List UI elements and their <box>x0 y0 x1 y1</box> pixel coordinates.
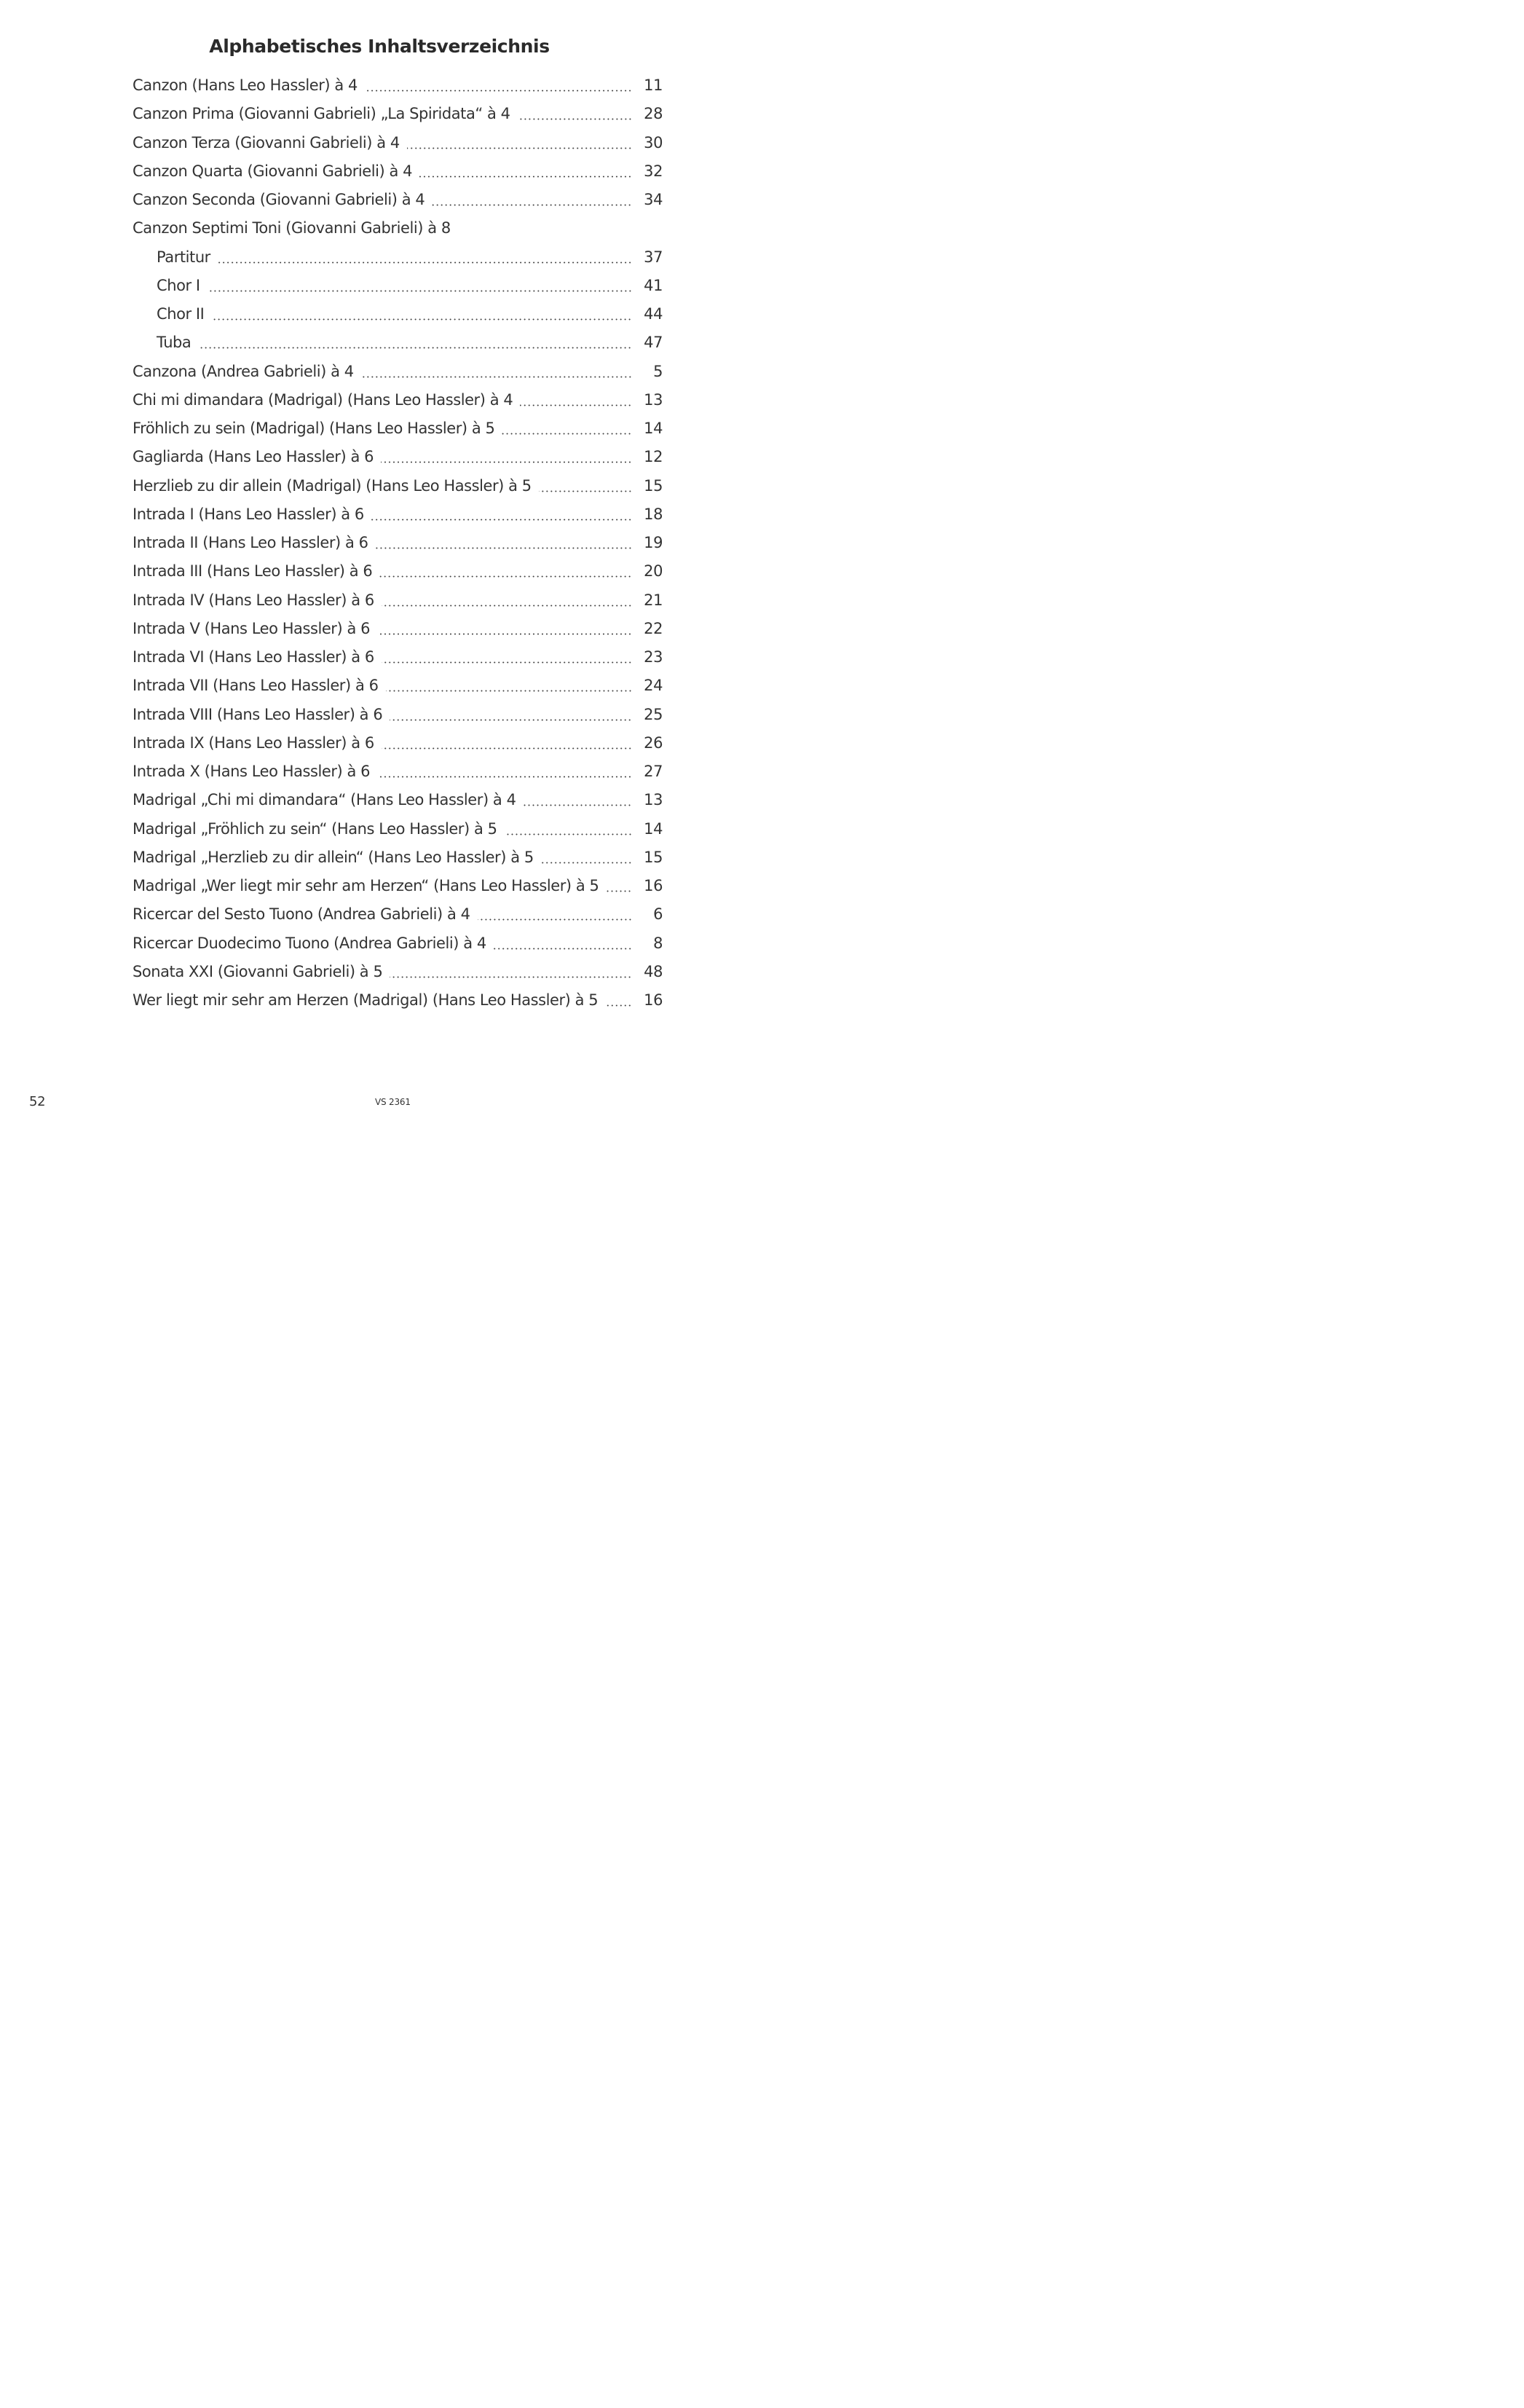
toc-entry-title: Ricercar Duodecimo Tuono (Andrea Gabrieli) à 4 <box>133 934 486 952</box>
dot-leader <box>407 147 632 149</box>
toc-entry-page: 26 <box>644 733 663 752</box>
toc-entry-title: Canzon Quarta (Giovanni Gabrieli) à 4 <box>133 162 413 180</box>
toc-entry <box>133 557 663 586</box>
dot-leader <box>478 918 632 921</box>
toc-entry-page: 34 <box>644 191 663 208</box>
toc-entry-page: 11 <box>644 76 663 94</box>
toc-entry-page: 37 <box>644 248 663 266</box>
toc-entry-title: Canzon Terza (Giovanni Gabrieli) à 4 <box>133 133 400 152</box>
toc-entry-title: Canzon Septimi Toni (Giovanni Gabrieli) à 8 <box>133 219 451 237</box>
dot-leader <box>361 376 632 378</box>
toc-entry <box>133 443 663 471</box>
toc-entry-page: 19 <box>644 534 663 551</box>
toc-entry-page: 27 <box>644 763 663 780</box>
toc-entry-title: Intrada X (Hans Leo Hassler) à 6 <box>133 763 371 780</box>
toc-entry-title: Madrigal „Chi mi dimandara“ (Hans Leo Hassler) à 4 <box>133 791 516 809</box>
toc-entry-title: Madrigal „Wer liegt mir sehr am Herzen“ (Hans Leo Hassler) à 5 <box>133 877 599 894</box>
toc-entry <box>133 815 663 843</box>
dot-leader <box>211 318 632 320</box>
dot-leader <box>376 547 632 549</box>
toc-entry-page: 22 <box>644 619 663 637</box>
toc-entry-page: 16 <box>644 877 663 894</box>
dot-leader <box>382 747 632 749</box>
footer-catalog-code: VS 2361 <box>375 1097 411 1107</box>
toc-entry-page: 5 <box>653 362 663 380</box>
dot-leader <box>377 776 632 778</box>
dot-leader <box>518 118 632 120</box>
footer-page-number: 52 <box>29 1094 46 1109</box>
toc-entry <box>133 758 663 786</box>
toc-entry-title: Intrada IV (Hans Leo Hassler) à 6 <box>133 591 374 609</box>
toc-entry-title: Tuba <box>157 334 192 352</box>
toc-entry-page: 8 <box>653 934 663 952</box>
toc-entry <box>133 500 663 529</box>
toc-entry-page: 21 <box>644 591 663 609</box>
toc-entry-title: Wer liegt mir sehr am Herzen (Madrigal) (Hans Leo Hassler) à 5 <box>133 991 599 1009</box>
toc-entry-page: 13 <box>644 791 663 809</box>
dot-leader <box>502 433 632 435</box>
toc-entry-page: 30 <box>644 133 663 152</box>
dot-leader <box>541 862 632 864</box>
dot-leader <box>379 575 632 578</box>
dot-leader <box>432 204 632 206</box>
toc-entry <box>133 643 663 672</box>
toc-entry-title: Intrada VIII (Hans Leo Hassler) à 6 <box>133 705 383 723</box>
toc-entry <box>133 729 663 758</box>
dot-leader <box>419 176 632 178</box>
dot-leader <box>494 948 632 950</box>
toc-entry-title: Partitur <box>157 248 210 266</box>
dot-leader <box>208 290 632 292</box>
toc-entry-title: Intrada I (Hans Leo Hassler) à 6 <box>133 505 364 523</box>
toc-entry-page: 18 <box>644 505 663 523</box>
toc-entry-title: Sonata XXI (Giovanni Gabrieli) à 5 <box>133 962 383 980</box>
dot-leader <box>371 519 632 521</box>
toc-entry-title: Madrigal „Fröhlich zu sein“ (Hans Leo Hassler) à 5 <box>133 819 497 838</box>
toc-entry-page: 41 <box>644 276 663 294</box>
toc-entry <box>133 672 663 700</box>
toc-entry-title: Intrada VII (Hans Leo Hassler) à 6 <box>133 677 379 695</box>
toc-entry-title: Canzon Prima (Giovanni Gabrieli) „La Spiridata“ à 4 <box>133 105 510 123</box>
toc-entry <box>133 71 663 100</box>
toc-entry-page: 20 <box>644 562 663 581</box>
toc-entry <box>133 300 663 328</box>
dot-leader <box>390 976 632 978</box>
dot-leader <box>386 690 633 692</box>
toc-entry-page: 6 <box>653 905 663 924</box>
toc-entry <box>133 986 663 1015</box>
toc-entry <box>133 214 663 243</box>
toc-entry-title: Chor I <box>157 276 200 294</box>
dot-leader <box>365 90 632 92</box>
toc-entry <box>133 900 663 929</box>
toc-entry-title: Intrada IX (Hans Leo Hassler) à 6 <box>133 733 374 752</box>
dot-leader <box>605 1004 632 1007</box>
dot-leader <box>505 833 632 835</box>
toc-entry-page: 32 <box>644 162 663 180</box>
dot-leader <box>377 633 632 635</box>
toc-entry <box>133 243 663 272</box>
toc-entry <box>133 414 663 443</box>
dot-leader <box>523 804 632 806</box>
toc-entry-title: Intrada III (Hans Leo Hassler) à 6 <box>133 562 373 581</box>
toc-entry-page: 14 <box>644 819 663 838</box>
toc-entry-title: Canzona (Andrea Gabrieli) à 4 <box>133 362 354 380</box>
dot-leader <box>382 605 632 607</box>
toc-entry <box>133 529 663 557</box>
toc-entry-title: Intrada VI (Hans Leo Hassler) à 6 <box>133 648 374 666</box>
toc-entry <box>133 843 663 872</box>
toc-entry-page: 16 <box>644 991 663 1009</box>
toc-entry <box>133 872 663 900</box>
toc-entry-page: 14 <box>644 420 663 437</box>
dot-leader <box>539 490 632 492</box>
toc-entry-page: 47 <box>644 334 663 352</box>
toc-entry <box>133 272 663 300</box>
toc-entry-title: Chor II <box>157 305 205 323</box>
toc-entry <box>133 129 663 157</box>
toc-entry <box>133 186 663 214</box>
toc-entry <box>133 386 663 414</box>
toc-entry-page: 24 <box>644 677 663 695</box>
page-title: Alphabetisches Inhaltsverzeichnis <box>209 35 550 57</box>
toc-entry-page: 15 <box>644 848 663 866</box>
dot-leader <box>390 719 632 721</box>
toc-entry <box>133 472 663 500</box>
toc-entry-title: Canzon (Hans Leo Hassler) à 4 <box>133 76 358 94</box>
toc-entry <box>133 929 663 958</box>
toc-entry-title: Gagliarda (Hans Leo Hassler) à 6 <box>133 448 374 466</box>
toc-entry-title: Intrada II (Hans Leo Hassler) à 6 <box>133 534 368 551</box>
toc-entry <box>133 958 663 986</box>
toc-entry <box>133 358 663 386</box>
toc-entry-page: 28 <box>644 105 663 123</box>
toc-entry-title: Intrada V (Hans Leo Hassler) à 6 <box>133 619 371 637</box>
toc-entry-title: Madrigal „Herzlieb zu dir allein“ (Hans Leo Hassler) à 5 <box>133 848 534 866</box>
table-of-contents <box>133 71 663 1015</box>
toc-entry-page: 12 <box>644 448 663 466</box>
dot-leader <box>606 890 632 892</box>
dot-leader <box>381 461 632 463</box>
toc-entry <box>133 701 663 729</box>
toc-entry <box>133 786 663 814</box>
toc-entry-title: Chi mi dimandara (Madrigal) (Hans Leo Hassler) à 4 <box>133 390 513 409</box>
toc-entry-title: Ricercar del Sesto Tuono (Andrea Gabrieli) à 4 <box>133 905 470 924</box>
toc-entry <box>133 586 663 615</box>
toc-entry-title: Canzon Seconda (Giovanni Gabrieli) à 4 <box>133 191 425 208</box>
toc-entry-page: 48 <box>644 962 663 980</box>
toc-entry <box>133 100 663 128</box>
toc-entry <box>133 328 663 357</box>
toc-entry-page: 44 <box>644 305 663 323</box>
dot-leader <box>198 347 632 349</box>
toc-entry-title: Fröhlich zu sein (Madrigal) (Hans Leo Hassler) à 5 <box>133 420 495 437</box>
toc-entry-page: 25 <box>644 705 663 723</box>
toc-entry-page: 15 <box>644 476 663 495</box>
dot-leader <box>218 261 632 264</box>
toc-entry-page: 23 <box>644 648 663 666</box>
toc-entry <box>133 157 663 186</box>
dot-leader <box>382 661 632 664</box>
toc-entry-title: Herzlieb zu dir allein (Madrigal) (Hans Leo Hassler) à 5 <box>133 476 532 495</box>
toc-entry-page: 13 <box>644 390 663 409</box>
toc-entry <box>133 615 663 643</box>
dot-leader <box>520 404 632 406</box>
